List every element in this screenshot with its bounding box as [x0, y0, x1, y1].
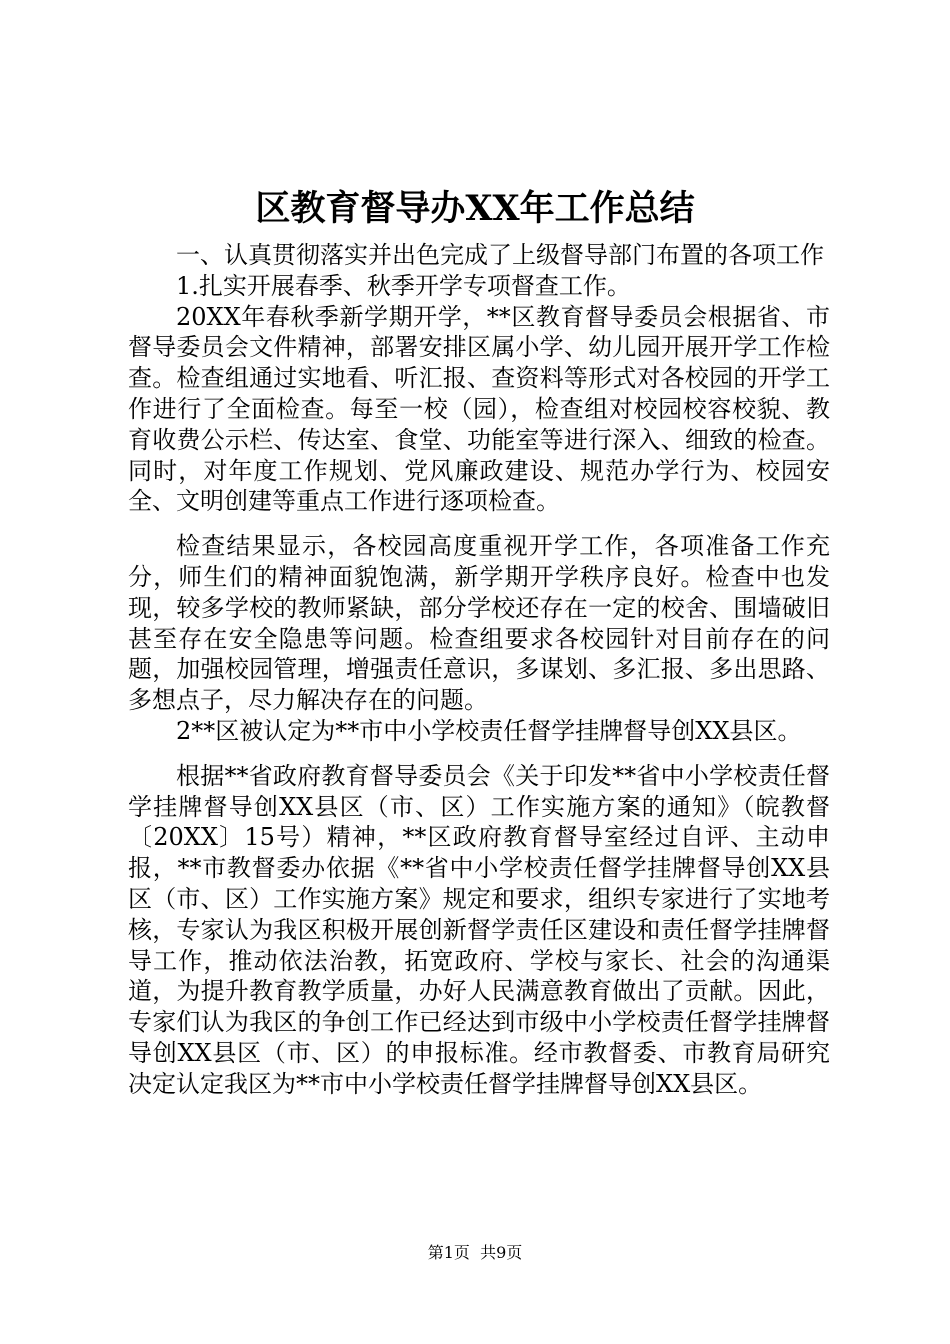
document-body [128, 240, 830, 1100]
paragraph-inspection: 20XX年春秋季新学期开学，**区教育督导委员会根据省、市督导委员会文件精神，部署安排区属小学、幼儿园开展开学工作检查。检查组通过实地看、听汇报、查资料等形式对各校园的开学工作进行了全面检查。每至一校（园），检查组对校园校容校貌、教育收费公示栏、传达室、食堂、功能室等进行深入、细致的检查。同时，对年度工作规划、党风廉政建设、规范办学行为、校园安全、文明创建等重点工作进行逐项检查。 [128, 302, 830, 516]
section-heading-1: 一、认真贯彻落实并出色完成了上级督导部门布置的各项工作 [176, 241, 824, 269]
subsection-heading-1: 1.扎实开展春季、秋季开学专项督查工作。 [176, 271, 631, 300]
page-number-footer: 第1页 共9页 [427, 1243, 523, 1262]
subsection-heading-2: 2**区被认定为**市中小学校责任督学挂牌督导创XX县区。 [176, 716, 802, 745]
document-title: 区教育督导办XX年工作总结 [255, 188, 695, 229]
paragraph-results: 检查结果显示，各校园高度重视开学工作，各项准备工作充分，师生们的精神面貌饱满，新学期开学秩序良好。检查中也发现，较多学校的教师紧缺，部分学校还存在一定的校舍、围墙破旧甚至存在安全隐患等问题。检查组要求各校园针对目前存在的问题，加强校园管理，增强责任意识，多谋划、多汇报、多出思路、多想点子，尽力解决存在的问题。 [128, 532, 830, 715]
paragraph-certification: 根据**省政府教育督导委员会《关于印发**省中小学校责任督学挂牌督导创XX县区（市、区）工作实施方案的通知》（皖教督〔20XX〕15号）精神，**区政府教育督导室经过自评、主动申报，**市教督委办依据《**省中小学校责任督学挂牌督导创XX县区（市、区）工作实施方案》规定和要求，组织专家进行了实地考核，专家认为我区积极开展创新督学责任区建设和责任督学挂牌督导工作，推动依法治教，拓宽政府、学校与家长、社会的沟通渠道，为提升教育教学质量，办好人民满意教育做出了贡献。因此，专家们认为我区的争创工作已经达到市级中小学校责任督学挂牌督导创XX县区（市、区）的申报标准。经市教督委、市教育局研究决定认定我区为**市中小学校责任督学挂牌督导创XX县区。 [128, 761, 830, 1098]
